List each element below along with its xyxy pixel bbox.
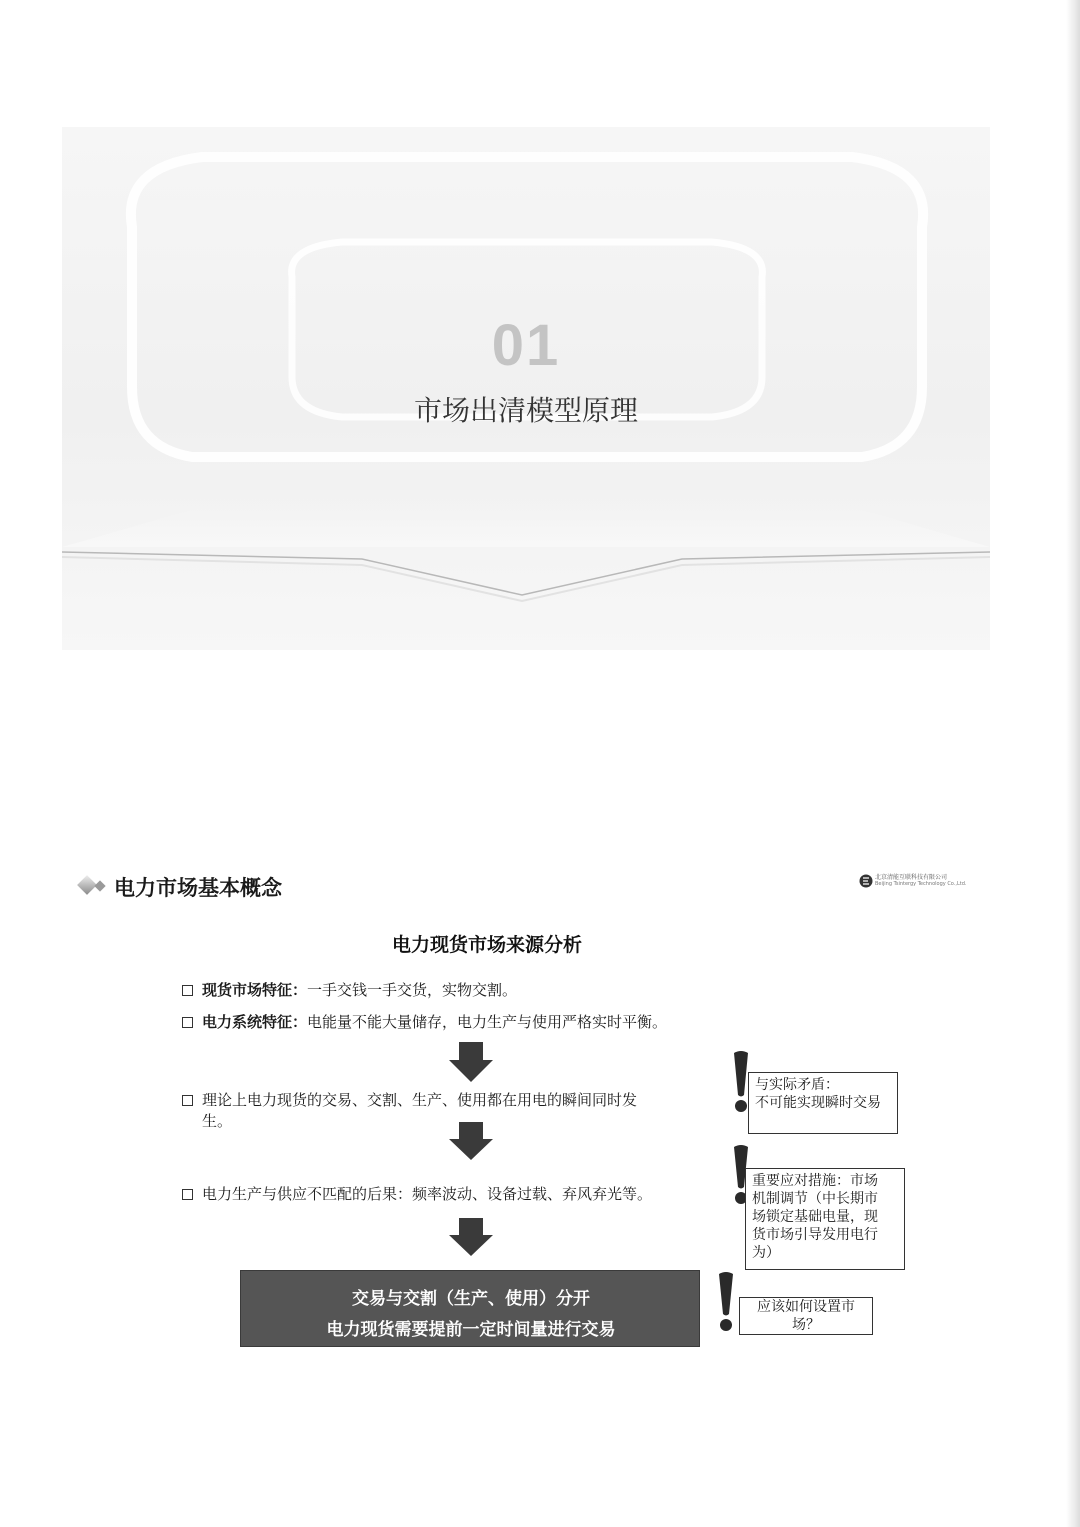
company-name-en: Beijing Tsintergy Technology Co.,Ltd.	[875, 881, 967, 887]
conclusion-line2: 电力现货需要提前一定时间量进行交易	[326, 1320, 616, 1340]
note-line: 机制调节（中长期市	[752, 1191, 878, 1207]
section-title: 市场出清模型原理	[413, 394, 638, 427]
bullet-mismatch	[182, 1184, 742, 1205]
note-line: 为）	[752, 1245, 780, 1261]
bullet-spot-market	[182, 980, 742, 1001]
company-logo	[859, 874, 974, 890]
conclusion-box	[240, 1270, 700, 1347]
note-line: 场？	[792, 1317, 820, 1333]
bullet-key: 电力系统特征：	[202, 1013, 308, 1031]
company-name: 北京清能互联科技有限公司	[875, 874, 948, 881]
checkbox-square-icon	[182, 1017, 193, 1028]
note-line: 应该如何设置市	[757, 1299, 855, 1315]
exclamation-icon	[716, 1272, 736, 1334]
bullet-text-line1: 理论上电力现货的交易、交割、生产、使用都在用电的瞬间同时发	[202, 1091, 638, 1109]
checkbox-square-icon	[182, 1095, 193, 1106]
section-number: 01	[491, 313, 561, 378]
note-countermeasure	[745, 1168, 905, 1270]
note-line: 场锁定基础电量，现	[752, 1209, 878, 1225]
bullet-key: 现货市场特征：	[202, 981, 308, 999]
note-contradiction	[748, 1072, 898, 1134]
bullet-text: 电能量不能大量储存，电力生产与使用严格实时平衡。	[307, 1013, 668, 1031]
note-line: 不可能实现瞬时交易	[755, 1095, 881, 1111]
slide-subtitle: 电力现货市场来源分析	[391, 934, 582, 956]
checkbox-square-icon	[182, 985, 193, 996]
small-diamond-icon	[94, 880, 105, 891]
page-edge-shadow	[1066, 0, 1080, 1527]
bullet-text: 一手交钱一手交货，实物交割。	[307, 981, 518, 999]
bullet-text-line2: 生。	[202, 1112, 233, 1130]
down-arrow-icon	[447, 1042, 495, 1082]
down-arrow-icon	[447, 1218, 495, 1256]
company-logo-icon	[859, 874, 873, 888]
note-line: 与实际矛盾：	[755, 1077, 839, 1093]
checkbox-square-icon	[182, 1189, 193, 1200]
note-question	[739, 1297, 873, 1335]
slide-heading: 电力市场基本概念	[114, 876, 282, 900]
note-line: 货市场引导发用电行	[752, 1227, 878, 1243]
note-line: 重要应对措施：市场	[752, 1173, 878, 1189]
section-cover-slide	[62, 127, 990, 650]
down-arrow-icon	[447, 1122, 495, 1160]
bullet-power-system	[182, 1012, 782, 1033]
conclusion-line1: 交易与交割（生产、使用）分开	[352, 1289, 590, 1309]
concept-slide	[62, 850, 990, 1370]
bullet-text: 电力生产与供应不匹配的后果：频率波动、设备过载、弃风弃光等。	[202, 1185, 653, 1203]
